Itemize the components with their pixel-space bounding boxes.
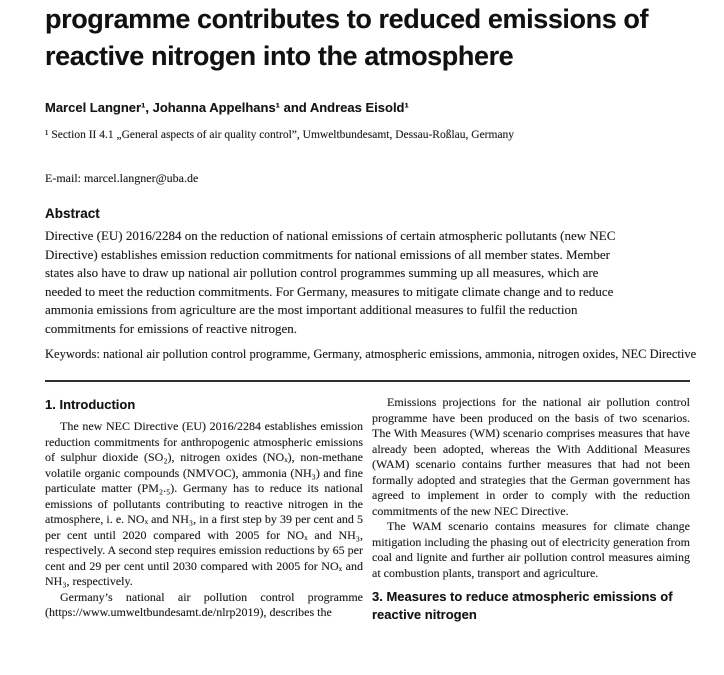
separator-rule (45, 380, 690, 382)
email-line: E-mail: marcel.langner@uba.de (45, 171, 199, 185)
projections-paragraph-2: The WAM scenario contains measures for climate change mitigation including the phasing out of electricity generation from coal and lignite and further air pollution control measures aiming at combustion plants, transport and agriculture. (372, 519, 690, 580)
abstract-body: Directive (EU) 2016/2284 on the reduction of national emissions of certain atmospheric pollutants (new NEC Directive) establishes emission reduction commitments for national emissions of all member states. Member states also have to draw up national air pollution control programmes summing up all measures, which are needed to meet the reduction commitments. For Germany, measures to mitigate climate change and to reduce ammonia emissions from agriculture are the most important additional measures to fulfil the reduction commitments for emissions of reactive nitrogen. (45, 228, 616, 336)
intro-paragraph-2: Germany’s national air pollution control programme (https://www.umweltbundesamt.de/nlrp2019), describes the (45, 589, 363, 619)
section-3-heading: 3. Measures to reduce atmospheric emissions of reactive nitrogen (372, 589, 673, 622)
page-title (45, 0, 690, 75)
right-column (372, 395, 690, 623)
abstract-heading: Abstract (45, 206, 100, 221)
authors-line: Marcel Langner¹, Johanna Appelhans¹ and Andreas Eisold¹ (45, 100, 409, 115)
two-column-body (45, 395, 690, 623)
keywords-line: Keywords: national air pollution control programme, Germany, atmospheric emissions, ammonia, nitrogen oxides, NEC Directive (45, 347, 697, 361)
section-1-heading: 1. Introduction (45, 397, 136, 412)
intro-paragraph-1: The new NEC Directive (EU) 2016/2284 establishes emission reduction commitments for anthropogenic atmospheric emissions of sulphur dioxide (SO₂), nitrogen oxides (NOₓ), non-methane volatile organic compounds (NMVOC), ammonia (NH₃) and fine particulate matter (PM₂.₅). Germany has to reduce its national emissions of pollutants contributing to reactive nitrogen in the atmosphere, i. e. NOₓ and NH₃, in a first step by 39 per cent and 5 per cent until 2020 compared with 2005 for NOₓ and NH₃, respectively. A second step requires emission reductions by 65 per cent and 29 per cent until 2030 compared with 2005 for NOₓ and NH₃, respectively. (45, 419, 363, 588)
title-line-1: programme contributes to reduced emissions of (45, 4, 649, 34)
affiliation-line: ¹ Section II 4.1 „General aspects of air quality control”, Umweltbundesamt, Dessau-Roßlau, Germany (45, 129, 515, 141)
title-line-2: reactive nitrogen into the atmosphere (45, 41, 514, 71)
left-column (45, 395, 363, 623)
projections-paragraph-1: Emissions projections for the national air pollution control programme have been produced on the basis of two scenarios. The With Measures (WM) scenario comprises measures that have already been adopted, whereas the With Additional Measures (WAM) scenario contains further measures that had not been formally adopted and strategies that the German government has agreed to implement in order to comply with the reduction commitments of the new NEC Directive. (372, 395, 690, 518)
